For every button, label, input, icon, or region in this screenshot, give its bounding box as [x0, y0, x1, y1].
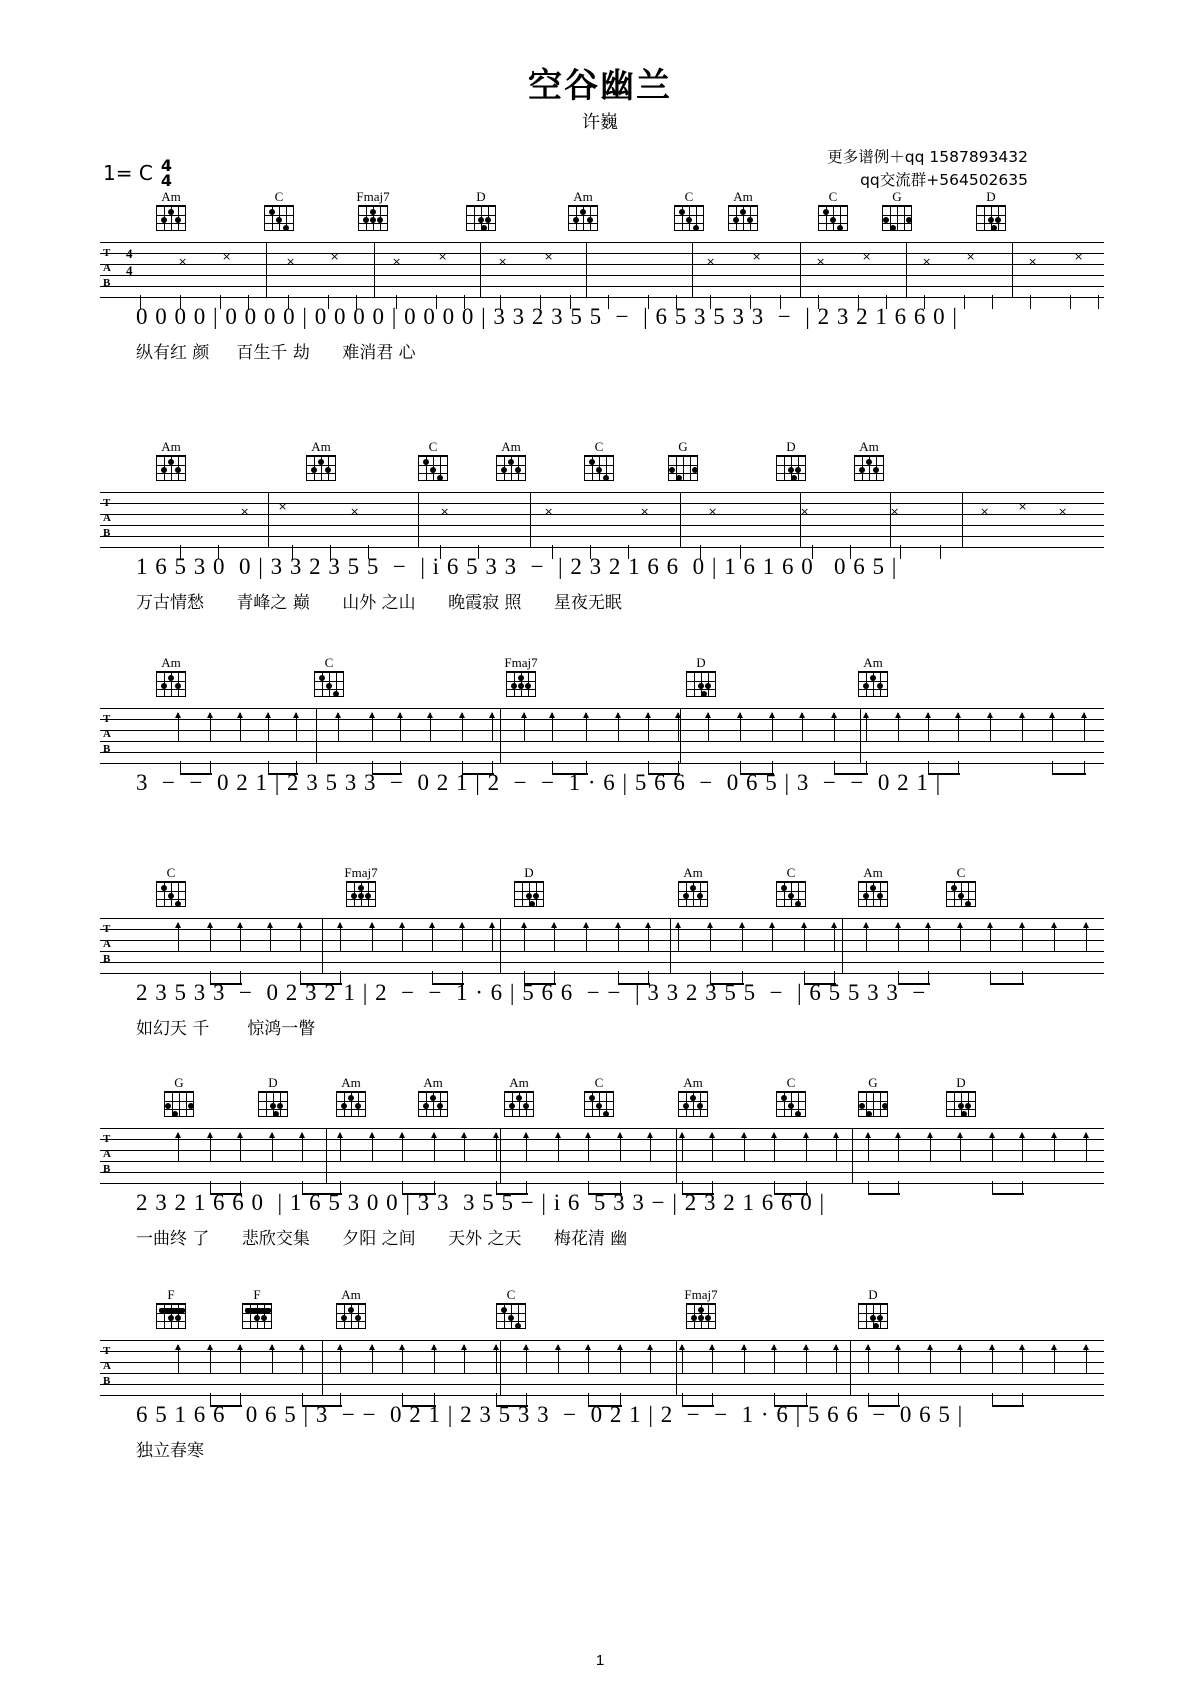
chord-grid	[858, 881, 888, 907]
chord-name: C	[324, 655, 334, 670]
chord-diagram	[940, 1076, 982, 1117]
chord-name: Am	[311, 439, 331, 454]
system-4	[0, 866, 1200, 1040]
chord-name: D	[986, 189, 996, 204]
chord-diagram	[330, 1076, 372, 1117]
chord-diagram	[852, 1288, 894, 1329]
chord-name: C	[274, 189, 284, 204]
chord-name: G	[678, 439, 688, 454]
chord-name: Am	[161, 655, 181, 670]
chord-grid	[776, 455, 806, 481]
tab-clef: T A B	[103, 1133, 111, 1175]
chord-grid	[314, 671, 344, 697]
chord-grid	[346, 881, 376, 907]
tab-clef: T A B	[103, 923, 111, 965]
chord-name: Am	[341, 1075, 361, 1090]
chord-grid	[678, 1091, 708, 1117]
numbered-notation: 0 0 0 0 | 0 0 0 0 | 0 0 0 0 | 0 0 0 0 | 3 3 2 3 5 5 − | 6 5 3 5 3 3 − | 2 3 2 1 6 6 0 |	[136, 304, 958, 329]
chord-diagram	[352, 190, 394, 231]
chord-grid	[418, 1091, 448, 1117]
chord-name: C	[684, 189, 694, 204]
chord-diagram	[672, 1076, 714, 1117]
time-signature-top: 4	[160, 156, 172, 175]
chord-name: Am	[341, 1287, 361, 1302]
time-signature	[160, 156, 172, 191]
chord-name: D	[524, 865, 534, 880]
chord-diagram	[680, 1288, 722, 1329]
chord-name: Fmaj7	[504, 655, 538, 670]
tab-staff: T A B 4 4 × × × × × × × × × × × × × × × ×	[100, 242, 1104, 298]
chord-name: Am	[509, 1075, 529, 1090]
tab-time-signature: 4 4	[126, 246, 133, 278]
chord-name: D	[696, 655, 706, 670]
chord-name: Am	[161, 189, 181, 204]
contact-line-2: qq交流群+564502635	[860, 171, 1028, 190]
lyrics-line: 如幻天 千 惊鸿一瞥	[136, 1019, 316, 1039]
chord-diagram	[662, 440, 704, 481]
chord-name: Am	[733, 189, 753, 204]
chord-grid	[156, 1303, 186, 1329]
chord-grid	[156, 205, 186, 231]
numbered-notation: 2 3 5 3 3 − 0 2 3 2 1 | 2 − − 1 · 6 | 5 6 6 − − | 3 3 2 3 5 5 − | 6 5 5 3 3 −	[136, 980, 927, 1005]
chord-name: Am	[683, 865, 703, 880]
chord-diagram	[498, 1076, 540, 1117]
chord-diagram-row	[0, 656, 1200, 708]
chord-diagram	[158, 1076, 200, 1117]
chord-diagram	[236, 1288, 278, 1329]
chord-grid	[854, 455, 884, 481]
chord-name: Am	[501, 439, 521, 454]
chord-grid	[584, 1091, 614, 1117]
chord-name: D	[268, 1075, 278, 1090]
chord-name: F	[253, 1287, 261, 1302]
chord-grid	[674, 205, 704, 231]
chord-grid	[776, 881, 806, 907]
chord-diagram	[460, 190, 502, 231]
system-5	[0, 1076, 1200, 1250]
chord-grid	[946, 1091, 976, 1117]
time-signature-bottom: 4	[160, 171, 172, 191]
chord-diagram	[252, 1076, 294, 1117]
system-2	[0, 440, 1200, 614]
chord-grid	[156, 455, 186, 481]
chord-name: G	[868, 1075, 878, 1090]
numbered-notation: 1 6 5 3 0 0 | 3 3 2 3 5 5 − | i 6 5 3 3 − | 2 3 2 1 6 6 0 | 1 6 1 6 0 0 6 5 |	[136, 554, 898, 579]
contact-line-1: 更多谱例＋qq 1587893432	[827, 148, 1028, 166]
chord-name: Am	[423, 1075, 443, 1090]
lyrics-line: 纵有红 颜 百生千 劫 难消君 心	[136, 343, 416, 363]
chord-grid	[242, 1303, 272, 1329]
chord-grid	[976, 205, 1006, 231]
chord-diagram	[812, 190, 854, 231]
numbered-notation: 6 5 1 6 6 0 6 5 | 3 − − 0 2 1 | 2 3 5 3 3 − 0 2 1 | 2 − − 1 · 6 | 5 6 6 − 0 6 5 |	[136, 1402, 964, 1427]
chord-grid	[496, 1303, 526, 1329]
chord-name: Am	[863, 655, 883, 670]
chord-grid	[858, 1091, 888, 1117]
chord-grid	[858, 671, 888, 697]
chord-grid	[514, 881, 544, 907]
numbered-notation: 3 − − 0 2 1 | 2 3 5 3 3 − 0 2 1 | 2 − − 1 · 6 | 5 6 6 − 0 6 5 | 3 − − 0 2 1 |	[136, 770, 942, 795]
chord-diagram	[150, 656, 192, 697]
system-1	[0, 190, 1200, 364]
chord-name: C	[428, 439, 438, 454]
system-6	[0, 1288, 1200, 1462]
chord-diagram	[150, 440, 192, 481]
chord-diagram	[562, 190, 604, 231]
tab-clef: T A B	[103, 1345, 111, 1387]
chord-grid	[668, 455, 698, 481]
chord-grid	[584, 455, 614, 481]
chord-diagram	[500, 656, 542, 697]
page-title: 空谷幽兰	[528, 66, 672, 106]
chord-name: Am	[161, 439, 181, 454]
chord-diagram	[490, 1288, 532, 1329]
chord-diagram	[578, 1076, 620, 1117]
tab-staff	[100, 1128, 1104, 1184]
chord-name: Fmaj7	[344, 865, 378, 880]
chord-name: C	[506, 1287, 516, 1302]
chord-grid	[156, 881, 186, 907]
chord-grid	[418, 455, 448, 481]
chord-grid	[466, 205, 496, 231]
chord-grid	[156, 671, 186, 697]
numbered-notation: 2 3 2 1 6 6 0 | 1 6 5 3 0 0 | 3 3 3 5 5 − | i 6 5 3 3 − | 2 3 2 1 6 6 0 |	[136, 1190, 826, 1215]
chord-diagram	[852, 866, 894, 907]
chord-diagram	[150, 1288, 192, 1329]
chord-name: D	[786, 439, 796, 454]
chord-name: Am	[573, 189, 593, 204]
chord-grid	[264, 205, 294, 231]
chord-diagram-row	[0, 190, 1200, 242]
chord-grid	[678, 881, 708, 907]
chord-diagram	[940, 866, 982, 907]
chord-diagram	[412, 440, 454, 481]
lyrics-line: 独立春寒	[136, 1441, 204, 1461]
chord-grid	[506, 671, 536, 697]
tab-staff	[100, 708, 1104, 764]
chord-diagram	[308, 656, 350, 697]
chord-name: Fmaj7	[356, 189, 390, 204]
chord-grid	[686, 1303, 716, 1329]
chord-grid	[336, 1091, 366, 1117]
chord-grid	[164, 1091, 194, 1117]
tab-staff	[100, 1340, 1104, 1396]
chord-diagram	[412, 1076, 454, 1117]
chord-grid	[776, 1091, 806, 1117]
lyrics-line	[136, 804, 1100, 830]
chord-name: C	[786, 865, 796, 880]
chord-diagram	[330, 1288, 372, 1329]
chord-grid	[818, 205, 848, 231]
chord-name: D	[956, 1075, 966, 1090]
tab-staff: T A B × × × × × × × × × × × ×	[100, 492, 1104, 548]
chord-name: G	[174, 1075, 184, 1090]
lyrics-line: 万古情愁 青峰之 巅 山外 之山 晚霞寂 照 星夜无眠	[136, 593, 622, 613]
chord-name: C	[828, 189, 838, 204]
tab-clef: T A B	[103, 247, 111, 289]
chord-grid	[728, 205, 758, 231]
chord-diagram	[258, 190, 300, 231]
chord-name: D	[476, 189, 486, 204]
contact-info	[827, 146, 1028, 193]
artist-name: 许巍	[582, 112, 618, 133]
chord-diagram	[852, 656, 894, 697]
chord-diagram	[722, 190, 764, 231]
chord-grid	[258, 1091, 288, 1117]
lyrics-line: 一曲终 了 悲欣交集 夕阳 之间 天外 之天 梅花清 幽	[136, 1229, 628, 1249]
chord-diagram	[848, 440, 890, 481]
chord-grid	[858, 1303, 888, 1329]
chord-grid	[686, 671, 716, 697]
chord-diagram	[852, 1076, 894, 1117]
chord-diagram	[150, 866, 192, 907]
chord-name: F	[167, 1287, 175, 1302]
chord-diagram	[680, 656, 722, 697]
chord-diagram-row	[0, 1288, 1200, 1340]
chord-diagram-row	[0, 866, 1200, 918]
tab-clef: T A B	[103, 497, 111, 539]
key-signature	[103, 156, 172, 191]
page-number: 1	[595, 1652, 605, 1669]
chord-diagram	[770, 440, 812, 481]
chord-name: Am	[683, 1075, 703, 1090]
chord-name: C	[594, 1075, 604, 1090]
chord-diagram	[672, 866, 714, 907]
chord-name: Fmaj7	[684, 1287, 718, 1302]
chord-name: C	[786, 1075, 796, 1090]
chord-name: G	[892, 189, 902, 204]
chord-name: C	[594, 439, 604, 454]
chord-name: Am	[863, 865, 883, 880]
tab-clef: T A B	[103, 713, 111, 755]
chord-grid	[504, 1091, 534, 1117]
chord-diagram	[876, 190, 918, 231]
chord-name: C	[956, 865, 966, 880]
chord-grid	[568, 205, 598, 231]
chord-diagram	[340, 866, 382, 907]
chord-diagram	[770, 866, 812, 907]
key-label: 1= C	[103, 161, 153, 186]
chord-diagram	[668, 190, 710, 231]
chord-name: Am	[859, 439, 879, 454]
chord-diagram-row	[0, 440, 1200, 492]
chord-grid	[496, 455, 526, 481]
chord-grid	[946, 881, 976, 907]
chord-diagram-row	[0, 1076, 1200, 1128]
chord-diagram	[508, 866, 550, 907]
chord-grid	[306, 455, 336, 481]
chord-diagram	[490, 440, 532, 481]
chord-grid	[358, 205, 388, 231]
chord-diagram	[970, 190, 1012, 231]
system-3	[0, 656, 1200, 830]
tab-staff	[100, 918, 1104, 974]
chord-name: D	[868, 1287, 878, 1302]
chord-diagram	[300, 440, 342, 481]
chord-grid	[882, 205, 912, 231]
chord-diagram	[578, 440, 620, 481]
chord-diagram	[770, 1076, 812, 1117]
chord-diagram	[150, 190, 192, 231]
chord-name: C	[166, 865, 176, 880]
chord-grid	[336, 1303, 366, 1329]
